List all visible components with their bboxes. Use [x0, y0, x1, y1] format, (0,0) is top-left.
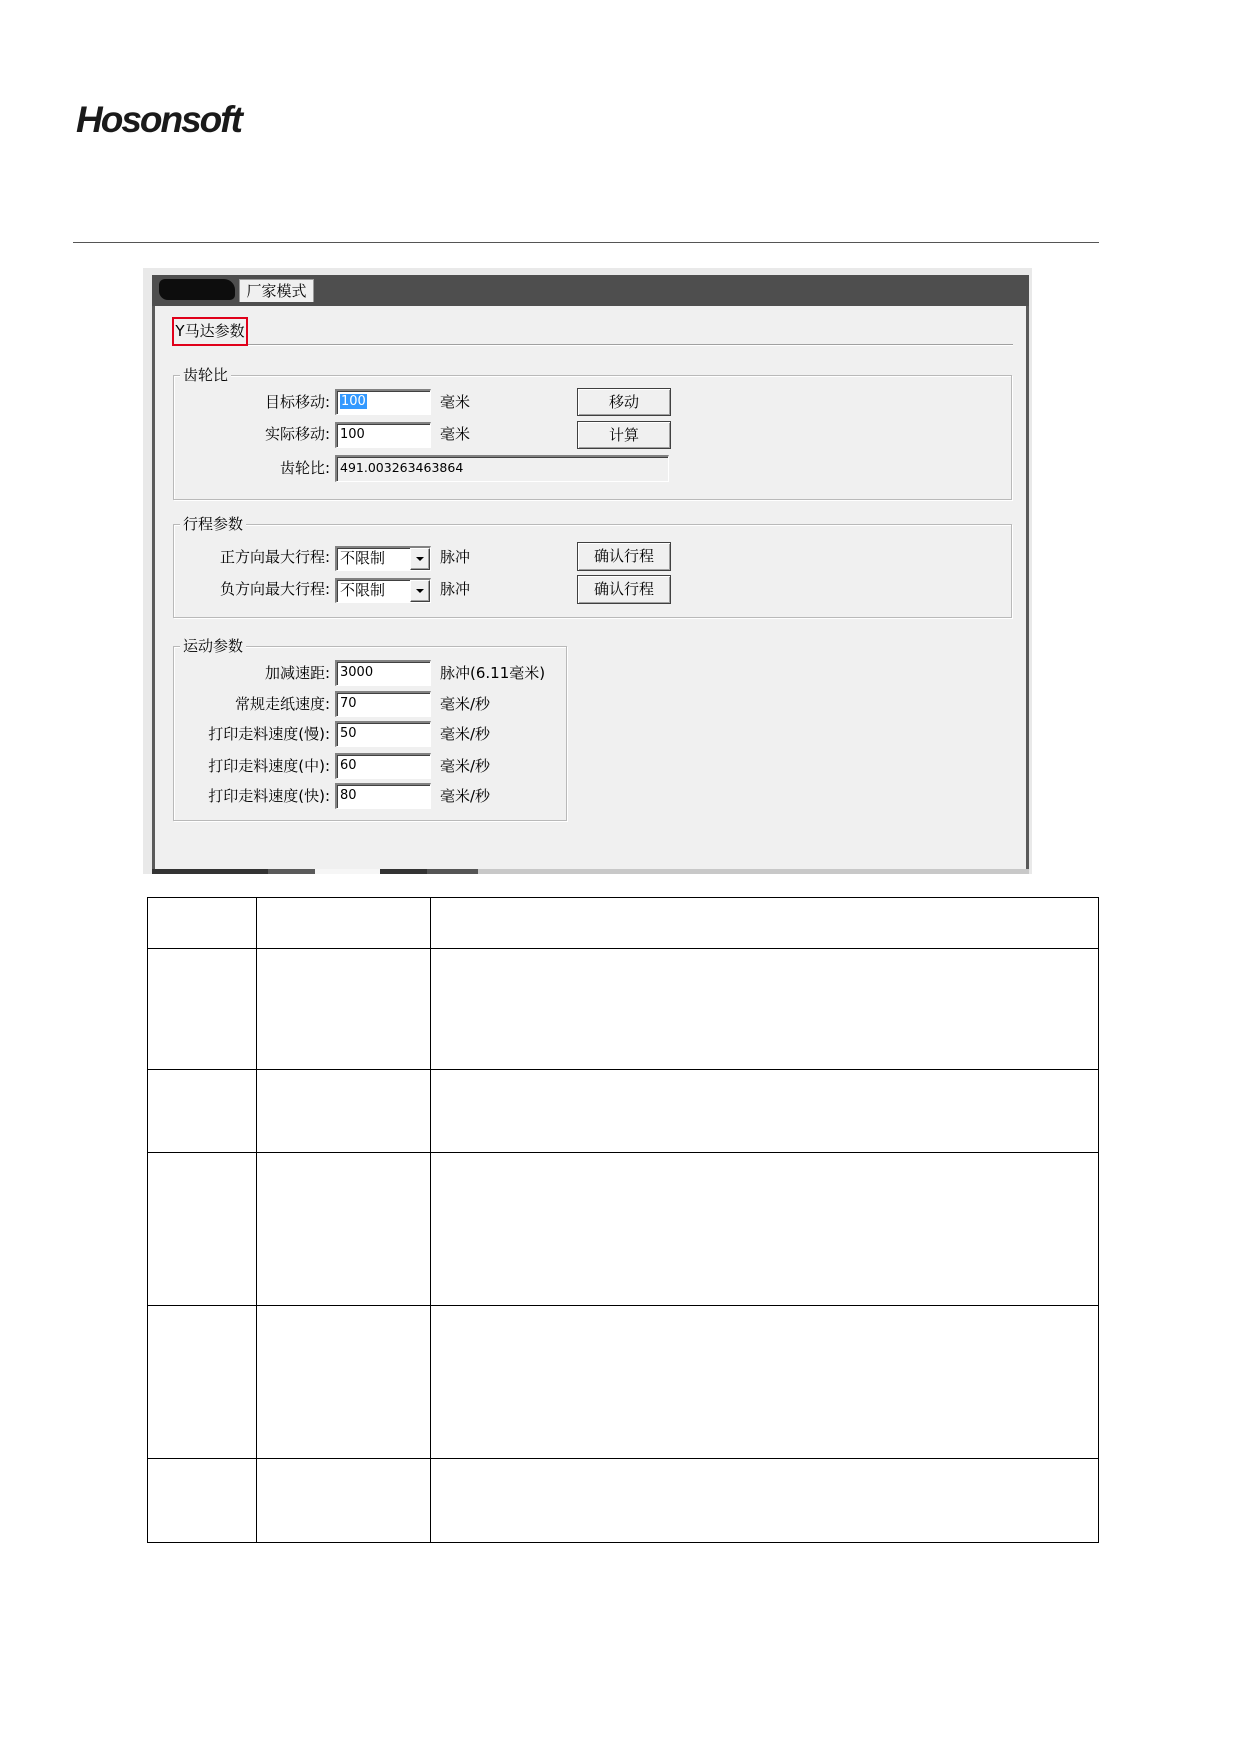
normal-feed-speed-input[interactable]	[335, 691, 431, 717]
tab-redacted[interactable]	[159, 279, 235, 300]
table-row	[148, 1153, 1099, 1306]
negative-max-travel-unit: 脉冲	[440, 580, 471, 598]
calculate-button[interactable]: 计算	[577, 421, 671, 449]
actual-move-input[interactable]	[335, 422, 431, 448]
dropdown-arrow-icon	[416, 589, 424, 593]
gear-ratio-value: 491.003263463864	[340, 460, 464, 475]
bottom-tab-segment	[315, 869, 380, 874]
print-feed-speed-medium-input[interactable]	[335, 753, 431, 779]
section-separator	[172, 344, 1013, 346]
table-cell	[148, 1306, 257, 1459]
print-feed-speed-medium-unit: 毫米/秒	[440, 757, 491, 775]
print-feed-speed-fast-label: 打印走料速度(快):	[208, 787, 330, 805]
move-button[interactable]: 移动	[577, 388, 671, 416]
table-cell	[257, 949, 431, 1070]
bottom-tab-segment	[268, 869, 315, 874]
positive-max-travel-select[interactable]	[335, 546, 431, 571]
section-tab-y-motor-params[interactable]: Y马达参数	[172, 317, 248, 346]
group-legend: 齿轮比	[180, 366, 231, 384]
target-move-unit: 毫米	[440, 393, 471, 411]
bottom-tab-segment	[427, 869, 478, 874]
table-cell	[257, 1070, 431, 1153]
dropdown-button[interactable]	[410, 548, 430, 570]
settings-panel	[152, 306, 1029, 869]
print-feed-speed-fast-value: 80	[340, 788, 357, 803]
table-row	[148, 1306, 1099, 1459]
table-cell	[257, 1306, 431, 1459]
table-cell	[257, 1153, 431, 1306]
table-cell	[257, 898, 431, 949]
tab-manufacturer-mode[interactable]: 厂家模式	[239, 279, 314, 302]
accel-distance-input[interactable]	[335, 660, 431, 686]
confirm-positive-travel-button[interactable]: 确认行程	[577, 542, 671, 571]
actual-move-label: 实际移动:	[264, 425, 330, 443]
description-table	[147, 897, 1099, 1543]
target-move-value: 100	[341, 394, 366, 409]
hosonsoft-logo: Hosonsoft	[76, 99, 241, 140]
table-cell	[148, 1459, 257, 1543]
gear-ratio-field	[335, 455, 669, 482]
table-row	[148, 1459, 1099, 1543]
motion-params-group	[173, 637, 567, 821]
group-legend: 行程参数	[180, 515, 246, 533]
table-cell	[148, 1070, 257, 1153]
bottom-tab-segment	[380, 869, 427, 874]
table-header-row	[148, 898, 1099, 949]
print-feed-speed-slow-unit: 毫米/秒	[440, 725, 491, 743]
positive-max-travel-unit: 脉冲	[440, 548, 471, 566]
table-row	[148, 1070, 1099, 1153]
group-legend: 运动参数	[180, 637, 246, 655]
target-move-label: 目标移动:	[264, 393, 330, 411]
table-cell	[148, 1153, 257, 1306]
table-cell	[257, 1459, 431, 1543]
actual-move-value: 100	[340, 427, 365, 442]
table-cell	[431, 898, 1099, 949]
accel-distance-label: 加减速距:	[264, 664, 330, 682]
dropdown-button[interactable]	[410, 580, 430, 602]
table-cell	[431, 949, 1099, 1070]
print-feed-speed-fast-unit: 毫米/秒	[440, 787, 491, 805]
table-cell	[431, 1306, 1099, 1459]
software-screenshot	[143, 268, 1032, 874]
bottom-tab-segment	[152, 869, 268, 874]
negative-max-travel-select[interactable]	[335, 578, 431, 603]
print-feed-speed-slow-value: 50	[340, 726, 357, 741]
table-cell	[148, 949, 257, 1070]
actual-move-unit: 毫米	[440, 425, 471, 443]
normal-feed-speed-unit: 毫米/秒	[440, 695, 491, 713]
table-cell	[431, 1459, 1099, 1543]
accel-distance-unit: 脉冲(6.11毫米)	[440, 664, 546, 682]
positive-max-travel-value: 不限制	[340, 549, 386, 567]
print-feed-speed-slow-label: 打印走料速度(慢):	[208, 725, 330, 743]
bottom-tab-segment	[478, 869, 1029, 874]
travel-params-group	[173, 515, 1012, 618]
print-feed-speed-slow-input[interactable]	[335, 721, 431, 747]
print-feed-speed-medium-value: 60	[340, 758, 357, 773]
table-cell	[431, 1153, 1099, 1306]
print-feed-speed-medium-label: 打印走料速度(中):	[208, 757, 330, 775]
negative-max-travel-label: 负方向最大行程:	[219, 580, 330, 598]
positive-max-travel-label: 正方向最大行程:	[219, 548, 330, 566]
table-cell	[148, 898, 257, 949]
gear-ratio-label: 齿轮比:	[279, 459, 330, 477]
header-divider	[73, 242, 1099, 243]
confirm-negative-travel-button[interactable]: 确认行程	[577, 575, 671, 604]
table-cell	[431, 1070, 1099, 1153]
target-move-input[interactable]	[335, 389, 431, 415]
dropdown-arrow-icon	[416, 557, 424, 561]
normal-feed-speed-value: 70	[340, 696, 357, 711]
normal-feed-speed-label: 常规走纸速度:	[234, 695, 330, 713]
gear-ratio-group	[173, 366, 1012, 500]
table-row	[148, 949, 1099, 1070]
accel-distance-value: 3000	[340, 665, 374, 680]
print-feed-speed-fast-input[interactable]	[335, 783, 431, 809]
negative-max-travel-value: 不限制	[340, 581, 386, 599]
